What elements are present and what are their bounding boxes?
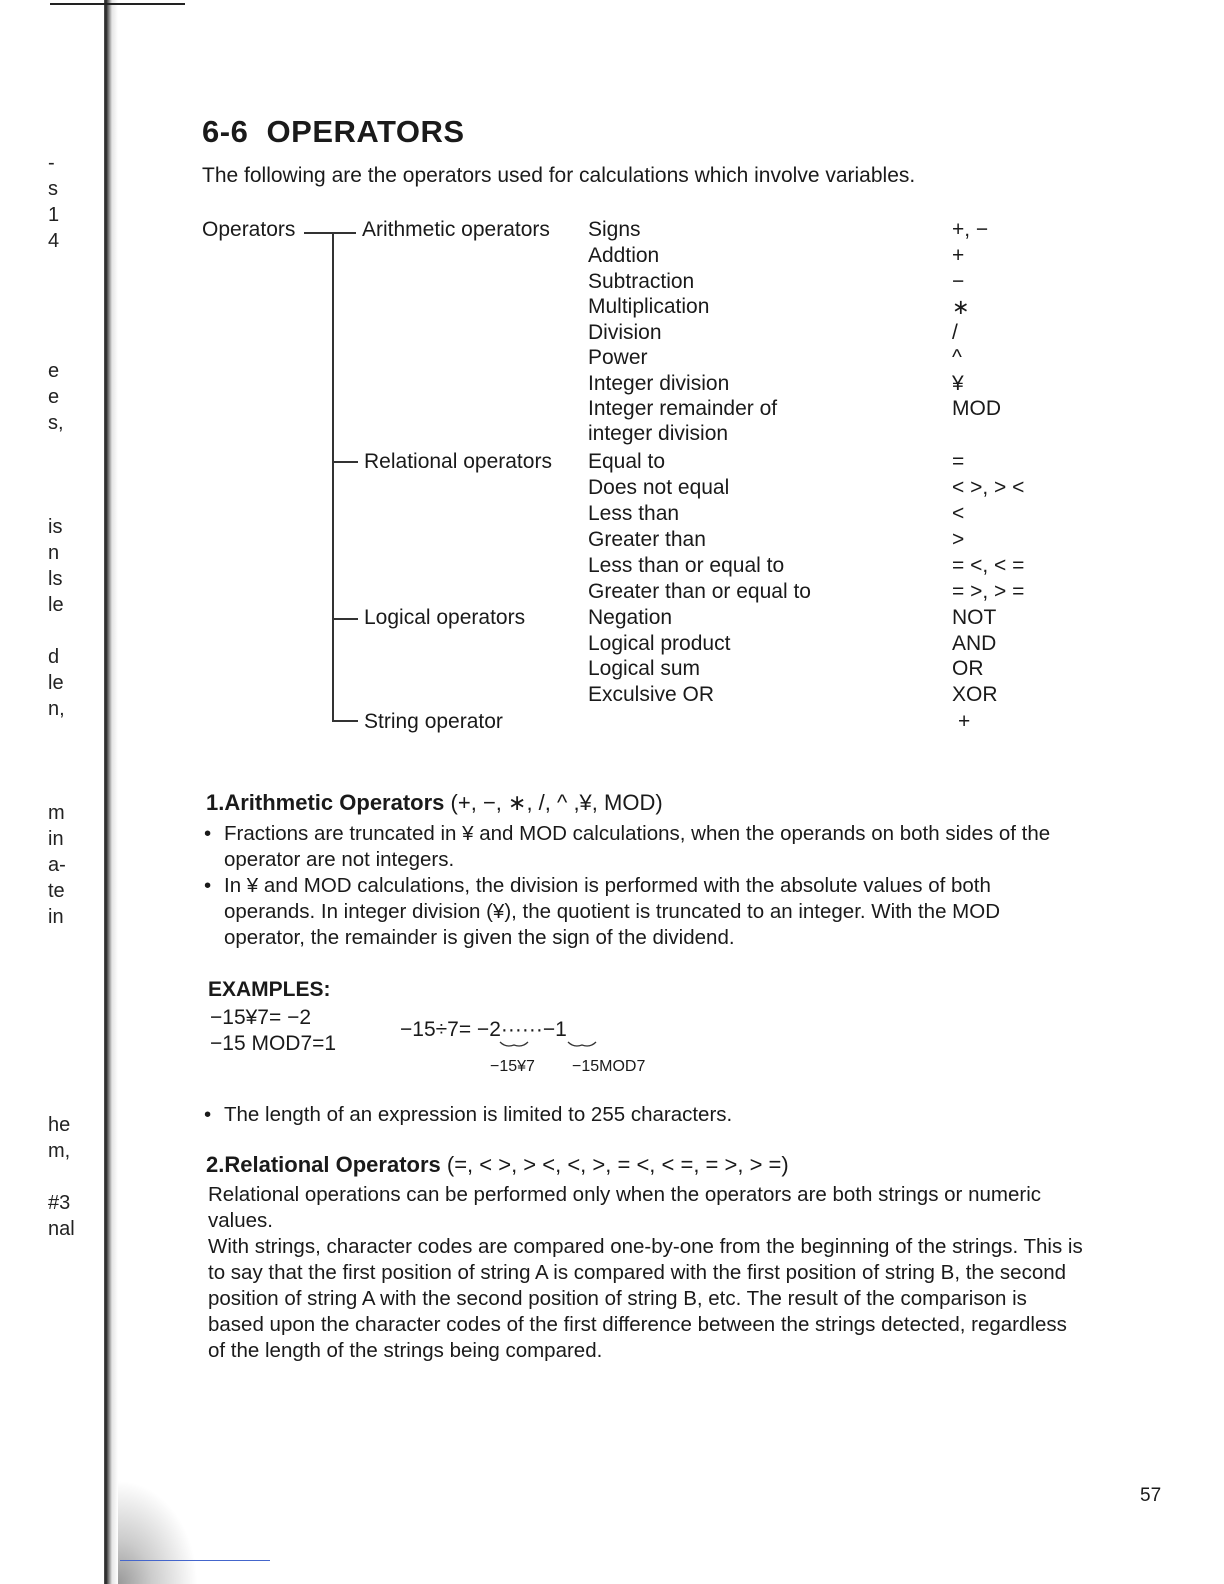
operator-name: Exculsive OR bbox=[588, 683, 715, 706]
margin-fragment: - bbox=[48, 152, 55, 174]
margin-fragment bbox=[48, 1060, 88, 1086]
margin-fragment bbox=[48, 930, 88, 956]
margin-fragment: s bbox=[48, 178, 58, 200]
operator-symbol: MOD bbox=[952, 397, 1001, 420]
operator-symbol: ^ bbox=[952, 346, 962, 369]
operator-symbol: = <, < = bbox=[952, 554, 1025, 577]
margin-fragment: #3 bbox=[48, 1192, 71, 1214]
margin-fragment bbox=[48, 436, 88, 462]
margin-fragment bbox=[48, 722, 88, 748]
operator-name: Subtraction bbox=[588, 270, 695, 293]
tree-group-arithmetic: Arithmetic operators bbox=[362, 218, 550, 241]
facing-page-fragments bbox=[48, 150, 88, 1242]
margin-fragment: le bbox=[48, 594, 64, 616]
margin-fragment: m bbox=[48, 802, 65, 824]
length-note-text: The length of an expression is limited to 255 characters. bbox=[224, 1103, 733, 1126]
margin-fragment bbox=[48, 488, 88, 514]
tree-group-relational: Relational operators bbox=[364, 450, 552, 473]
operator-name: Signs bbox=[588, 218, 641, 241]
tree-group-string: String operator bbox=[364, 710, 503, 733]
margin-fragment: e bbox=[48, 386, 60, 408]
operator-symbol: NOT bbox=[952, 606, 997, 629]
operator-name: Division bbox=[588, 321, 662, 344]
operator-name: Negation bbox=[588, 606, 673, 629]
margin-fragment bbox=[48, 1008, 88, 1034]
margin-fragment: le bbox=[48, 672, 64, 694]
operator-name: Less than or equal to bbox=[588, 554, 785, 577]
margin-fragment: d bbox=[48, 646, 60, 668]
operator-symbol: < >, > < bbox=[952, 476, 1025, 499]
operator-name: Integer division bbox=[588, 372, 730, 395]
operator-name: Multiplication bbox=[588, 295, 710, 318]
example-braces bbox=[498, 1038, 608, 1052]
bullet-dot: • bbox=[204, 874, 212, 897]
margin-fragment: he bbox=[48, 1114, 71, 1136]
tree-branch-string bbox=[332, 720, 358, 722]
tree-group-logical: Logical operators bbox=[364, 606, 526, 629]
operator-symbol: XOR bbox=[952, 683, 998, 706]
arith-bullet-2-text: In ¥ and MOD calculations, the division is performed with the absolute values of both operands. In integer division (¥), the quotient is truncated to an integer. With the MOD operator, the remainder is given the sign of the dividend. bbox=[224, 874, 1001, 949]
operator-symbol: ¥ bbox=[952, 372, 964, 395]
arith-symbols: (+, −, ∗, /, ^ ,¥, MOD) bbox=[450, 790, 663, 815]
operator-symbol: = >, > = bbox=[952, 580, 1025, 603]
operator-symbol: ∗ bbox=[952, 296, 970, 319]
margin-fragment: m, bbox=[48, 1140, 71, 1162]
arith-title: Arithmetic Operators bbox=[224, 790, 445, 815]
margin-fragment: s, bbox=[48, 412, 64, 434]
margin-fragment bbox=[48, 280, 88, 306]
margin-fragment bbox=[48, 332, 88, 358]
bullet-dot: • bbox=[204, 822, 212, 845]
relational-para-2: With strings, character codes are compared one-by-one from the beginning of the strings. This is to say that the first position of string A is compared with the first position of string B, the second position of string A with the second position of string B, etc. The result of the comparison is based upon the character codes of the first difference between the strings detected, regardless of the length of the strings being compared. bbox=[208, 1235, 1083, 1362]
margin-fragment bbox=[48, 748, 88, 774]
operator-name: Logical sum bbox=[588, 657, 701, 680]
arith-number: 1. bbox=[206, 790, 225, 815]
tree-root-branch bbox=[304, 232, 356, 234]
margin-fragment: 4 bbox=[48, 230, 60, 252]
bottom-rule bbox=[120, 1560, 270, 1561]
operator-symbol: +, − bbox=[952, 218, 989, 241]
operator-name: integer division bbox=[588, 422, 729, 445]
bullet-dot: • bbox=[204, 1103, 212, 1126]
relational-title: Relational Operators bbox=[224, 1152, 441, 1177]
margin-fragment: e bbox=[48, 360, 60, 382]
tree-root-label: Operators bbox=[202, 218, 296, 241]
section-number: 6-6 bbox=[202, 114, 249, 149]
margin-fragment bbox=[48, 618, 88, 644]
operator-name: Addtion bbox=[588, 244, 660, 267]
tree-branch-relational bbox=[332, 461, 358, 463]
margin-fragment bbox=[48, 1164, 88, 1190]
operator-name: Less than bbox=[588, 502, 680, 525]
example-line-2: −15 MOD7=1 bbox=[210, 1032, 337, 1055]
operator-symbol: OR bbox=[952, 657, 984, 680]
top-rule bbox=[50, 3, 185, 5]
operator-name: Equal to bbox=[588, 450, 666, 473]
margin-fragment: ls bbox=[48, 568, 63, 590]
margin-fragment: te bbox=[48, 880, 65, 902]
arith-bullet-1 bbox=[202, 821, 1084, 873]
example-line-1: −15¥7= −2 bbox=[210, 1006, 312, 1029]
relational-heading bbox=[206, 1152, 789, 1178]
example-division: −15÷7= −2······−1 bbox=[400, 1018, 567, 1041]
arith-bullet-1-text: Fractions are truncated in ¥ and MOD calculations, when the operands on both sides of the operator are not integers. bbox=[224, 822, 1051, 871]
margin-fragment bbox=[48, 462, 88, 488]
operator-symbol: AND bbox=[952, 632, 997, 655]
intro-text: The following are the operators used for calculations which involve variables. bbox=[202, 164, 916, 187]
margin-fragment: is bbox=[48, 516, 63, 538]
operator-symbol: > bbox=[952, 528, 965, 551]
operator-name: Power bbox=[588, 346, 648, 369]
operator-symbol: + bbox=[952, 244, 965, 267]
arith-bullet-2 bbox=[202, 873, 1084, 951]
margin-fragment bbox=[48, 1086, 88, 1112]
margin-fragment bbox=[48, 254, 88, 280]
example-note-quotient: −15¥7 bbox=[490, 1058, 535, 1075]
book-spine bbox=[104, 0, 118, 1584]
arith-heading bbox=[206, 790, 663, 816]
relational-symbols: (=, < >, > <, <, >, = <, < =, = >, > =) bbox=[446, 1152, 789, 1177]
brace-quotient bbox=[500, 1042, 528, 1046]
operator-name: Integer remainder of bbox=[588, 397, 778, 420]
margin-fragment bbox=[48, 306, 88, 332]
page-number: 57 bbox=[1140, 1485, 1162, 1506]
tree-trunk bbox=[332, 232, 334, 720]
margin-fragment: nal bbox=[48, 1218, 75, 1240]
margin-fragment: 1 bbox=[48, 204, 60, 226]
margin-fragment bbox=[48, 982, 88, 1008]
length-note bbox=[202, 1102, 1084, 1128]
operator-symbol: − bbox=[952, 270, 965, 293]
example-note-remainder: −15MOD7 bbox=[572, 1058, 646, 1075]
margin-fragment bbox=[48, 774, 88, 800]
margin-fragment: n, bbox=[48, 698, 65, 720]
operator-name: Greater than or equal to bbox=[588, 580, 811, 603]
operator-name: Logical product bbox=[588, 632, 731, 655]
margin-fragment bbox=[48, 1034, 88, 1060]
string-operator-symbol: + bbox=[958, 710, 971, 733]
operator-name: Greater than bbox=[588, 528, 706, 551]
examples-heading: EXAMPLES: bbox=[208, 978, 331, 1001]
margin-fragment bbox=[48, 956, 88, 982]
margin-fragment: in bbox=[48, 906, 64, 928]
margin-fragment: n bbox=[48, 542, 60, 564]
relational-para-1: Relational operations can be performed only when the operators are both strings or numeric values. bbox=[208, 1183, 1041, 1232]
relational-number: 2. bbox=[206, 1152, 225, 1177]
operator-symbol: < bbox=[952, 502, 965, 525]
margin-fragment: a- bbox=[48, 854, 66, 876]
brace-remainder bbox=[568, 1042, 596, 1046]
tree-branch-logical bbox=[332, 618, 358, 620]
operator-symbol: / bbox=[952, 321, 958, 344]
operator-symbol: = bbox=[952, 450, 965, 473]
margin-fragment: in bbox=[48, 828, 64, 850]
spine-shadow bbox=[118, 1480, 198, 1584]
section-heading: OPERATORS bbox=[266, 114, 465, 149]
operator-name: Does not equal bbox=[588, 476, 730, 499]
